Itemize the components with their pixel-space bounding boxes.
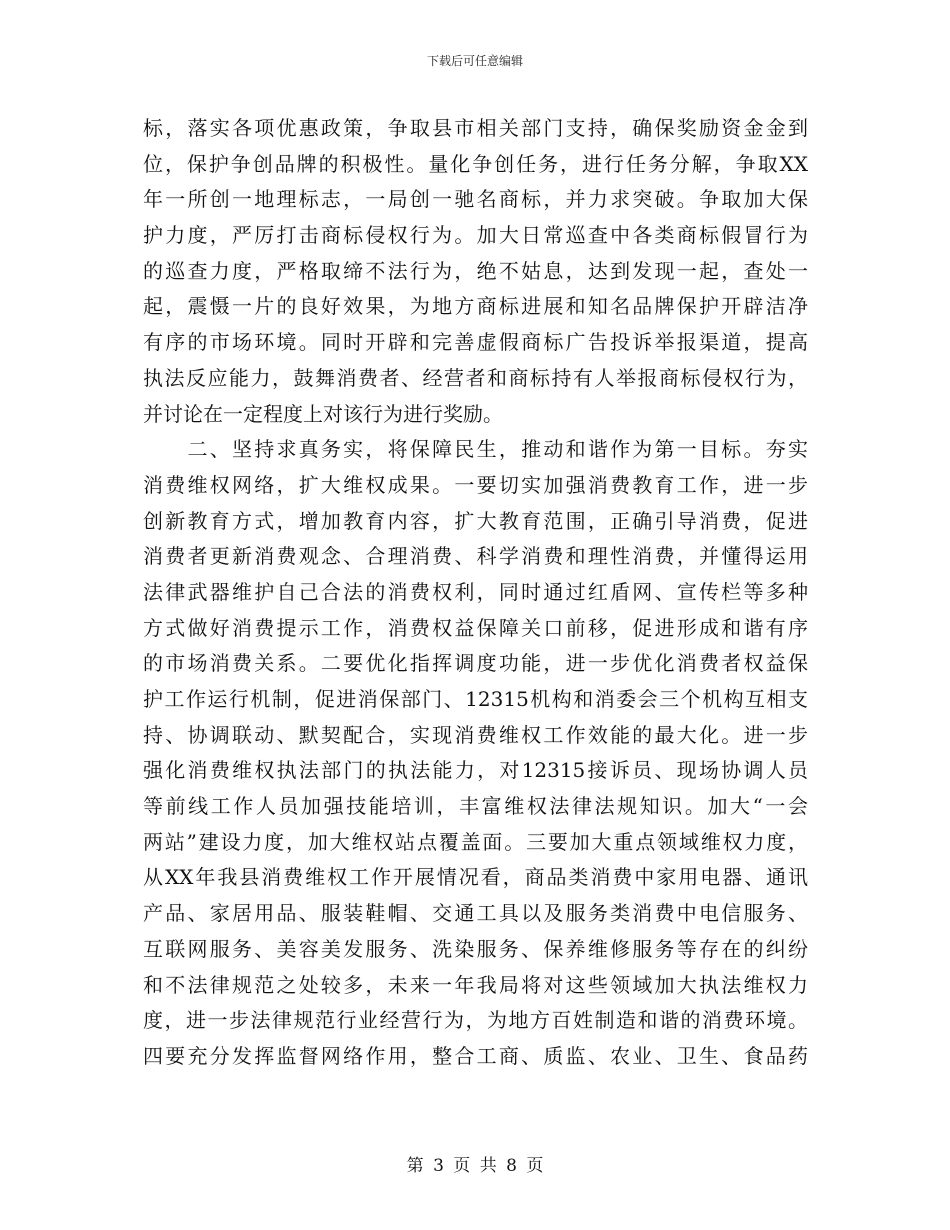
text-line: 强化消费维权执法部门的执法能力，对12315接诉员、现场协调人员	[143, 758, 808, 783]
paragraph-2	[143, 432, 808, 1074]
text-line: 护力度，严厉打击商标侵权行为。加大日常巡查中各类商标假冒行为	[143, 223, 808, 248]
text-line: 度，进一步法律规范行业经营行为，为地方百姓制造和谐的消费环境。	[143, 1008, 808, 1033]
text-line: 两站”建设力度，加大维权站点覆盖面。三要加大重点领域维权力度，	[143, 829, 808, 854]
text-line: 并讨论在一定程度上对该行为进行奖励。	[143, 401, 503, 426]
text-line: 消费维权网络，扩大维权成果。一要切实加强消费教育工作，进一步	[143, 472, 808, 497]
text-line: 法律武器维护自己合法的消费权利，同时通过红盾网、宣传栏等多种	[143, 579, 808, 604]
text-line: 互联网服务、美容美发服务、洗染服务、保养维修服务等存在的纠纷	[143, 936, 808, 961]
text-line: 位，保护争创品牌的积极性。量化争创任务，进行任务分解，争取XX	[143, 151, 808, 176]
page-number-footer: 第 3 页 共 8 页	[406, 1156, 544, 1176]
paragraph-1	[143, 111, 808, 432]
text-line: 消费者更新消费观念、合理消费、科学消费和理性消费，并懂得运用	[143, 544, 808, 569]
text-line: 执法反应能力，鼓舞消费者、经营者和商标持有人举报商标侵权行为，	[143, 365, 808, 390]
document-body	[143, 111, 808, 1075]
text-line: 产品、家居用品、服装鞋帽、交通工具以及服务类消费中电信服务、	[143, 901, 808, 926]
text-line: 有序的市场环境。同时开辟和完善虚假商标广告投诉举报渠道，提高	[143, 330, 808, 355]
text-line: 四要充分发挥监督网络作用，整合工商、质监、农业、卫生、食品药	[143, 1043, 808, 1068]
text-line: 从XX年我县消费维权工作开展情况看，商品类消费中家用电器、通讯	[143, 865, 808, 890]
text-line: 等前线工作人员加强技能培训，丰富维权法律法规知识。加大“一会	[143, 794, 808, 819]
text-line: 持、协调联动、默契配合，实现消费维权工作效能的最大化。进一步	[143, 722, 808, 747]
page-header-note: 下载后可任意编辑	[426, 54, 523, 68]
text-line: 和不法律规范之处较多，未来一年我局将对这些领域加大执法维权力	[143, 972, 808, 997]
text-line: 标，落实各项优惠政策，争取县市相关部门支持，确保奖励资金金到	[143, 116, 808, 140]
text-line: 方式做好消费提示工作，消费权益保障关口前移，促进形成和谐有序	[143, 615, 808, 640]
text-line: 年一所创一地理标志，一局创一驰名商标，并力求突破。争取加大保	[143, 187, 808, 212]
text-line: 二、坚持求真务实，将保障民生，推动和谐作为第一目标。夯实	[143, 437, 808, 462]
text-line: 护工作运行机制，促进消保部门、12315机构和消委会三个机构互相支	[143, 687, 808, 711]
text-line: 的巡查力度，严格取缔不法行为，绝不姑息，达到发现一起，查处一	[143, 258, 808, 283]
text-line: 创新教育方式，增加教育内容，扩大教育范围，正确引导消费，促进	[143, 508, 808, 533]
text-line: 的市场消费关系。二要优化指挥调度功能，进一步优化消费者权益保	[143, 651, 808, 676]
text-line: 起，震慑一片的良好效果，为地方商标进展和知名品牌保护开辟洁净	[143, 294, 808, 319]
